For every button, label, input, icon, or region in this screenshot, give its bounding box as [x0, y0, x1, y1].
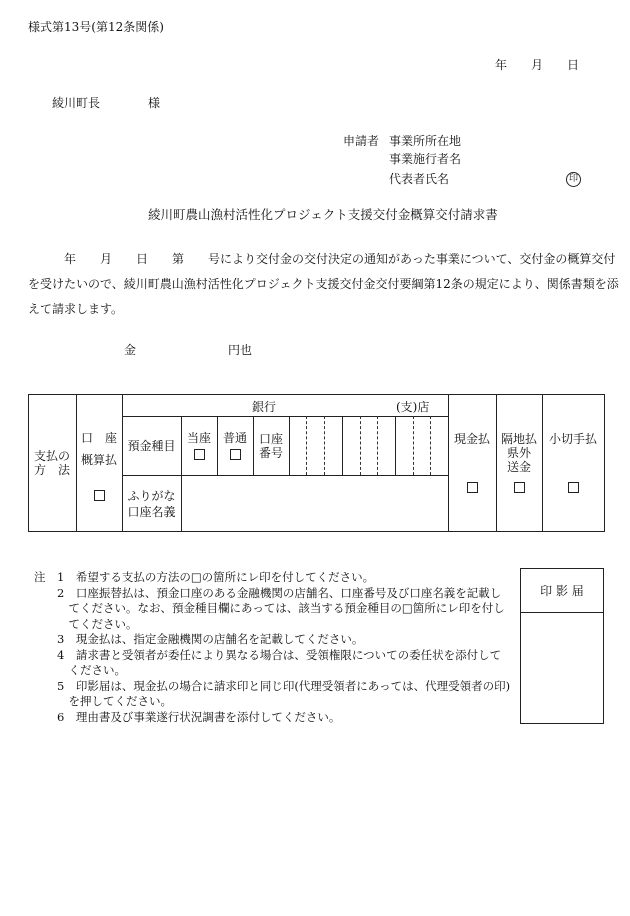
furigana-label: ふりがな 口座名義	[127, 489, 176, 519]
form-number: 様式第13号(第12条関係)	[28, 20, 164, 34]
addressee: 綾川町長 様	[52, 96, 161, 110]
transfer-checkbox[interactable]	[94, 490, 105, 501]
note-line: 3 現金払は、指定金融機関の店舗名を記載してください。	[34, 632, 364, 646]
note-line: てください。	[34, 616, 138, 631]
applicant-address: 事業所所在地	[389, 134, 462, 148]
amount-suffix: 円也	[228, 343, 253, 357]
applicant-label: 申請者	[343, 134, 380, 148]
note-line: 注 1 希望する支払の方法の□の箇所にレ印を付してください。	[34, 570, 375, 584]
document-title: 綾川町農山漁村活性化プロジェクト支援交付金概算交付請求書	[148, 207, 498, 222]
note-line: てください。なお、預金種目欄にあっては、該当する預金種目の□箇所にレ印を付し	[34, 601, 505, 615]
cash-checkbox[interactable]	[467, 482, 478, 493]
cash-label: 現金払	[453, 432, 490, 446]
seal-registration-label: 印 影 届	[540, 584, 584, 598]
ordinary-checkbox[interactable]	[230, 449, 241, 460]
ordinary-label: 普通	[222, 431, 247, 445]
current-checkbox[interactable]	[194, 449, 205, 460]
date-line: 年 月 日	[495, 58, 580, 72]
transfer-label: 口 座 概算払	[80, 431, 117, 467]
amount-prefix: 金	[124, 343, 137, 357]
note-line: 4 請求書と受領者が委任により異なる場合は、受領権限についての委任状を添付して	[34, 647, 502, 662]
account-number-label: 口座 番号	[258, 432, 283, 460]
note-line: ください。	[34, 663, 126, 677]
branch-label: (支)店	[396, 400, 430, 414]
payment-method-label: 支払の 方 法	[33, 449, 70, 477]
applicant-operator: 事業施行者名	[389, 152, 462, 166]
body-line: 年 月 日 第 号により交付金の交付決定の通知があった事業について、交付金の概算交付	[64, 252, 616, 266]
notes	[34, 570, 510, 725]
seal-mark: 印	[566, 172, 581, 187]
body-line: を受けたいので、綾川町農山漁村活性化プロジェクト支援交付金交付要綱第12条の規定により、関係書類を添	[28, 277, 619, 291]
note-line: 5 印影届は、現金払の場合に請求印と同じ印(代理受領者にあっては、代理受領者の印)	[34, 678, 511, 693]
note-line: を押してください。	[34, 694, 172, 708]
remote-checkbox[interactable]	[514, 482, 525, 493]
remote-label: 隔地払 県外 送金	[500, 432, 537, 474]
current-label: 当座	[186, 431, 211, 445]
bank-label: 銀行	[252, 400, 277, 414]
check-checkbox[interactable]	[568, 482, 579, 493]
applicant-representative: 代表者氏名	[389, 172, 450, 186]
body-paragraph	[28, 247, 619, 322]
body-line: えて請求します。	[28, 302, 124, 316]
note-line: 6 理由書及び事業遂行状況調書を添付してください。	[34, 709, 341, 724]
note-line: 2 口座振替払は、預金口座のある金融機関の店舗名、口座番号及び口座名義を記載し	[34, 585, 502, 600]
deposit-type-label: 預金種目	[127, 439, 176, 453]
check-label: 小切手払	[548, 432, 597, 446]
